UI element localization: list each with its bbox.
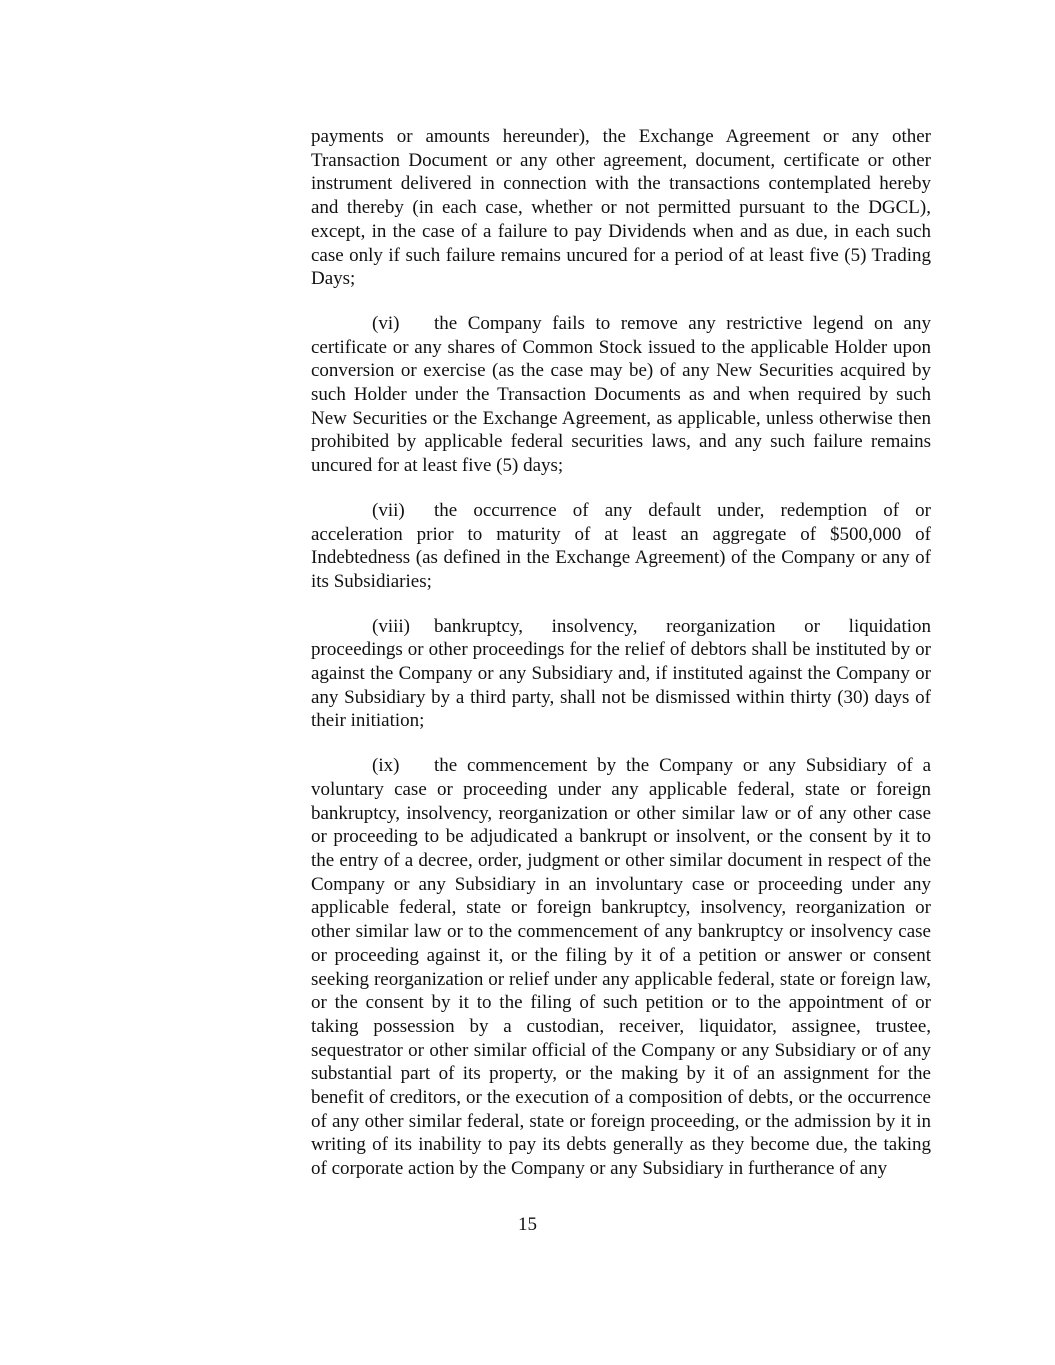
paragraph-text: bankruptcy, insolvency, reorganization or liquidation proceedings or other proceedings for the relief of debtors shall be instituted by or against the Company or any Subsidiary and, if instituted against the Company or any Subsidiary by a third party, shall not be dismissed within thirty (30) days of their initiation; — [311, 615, 931, 732]
paragraph-text: the occurrence of any default under, redemption of or acceleration prior to maturity of at least an aggregate of $500,000 of Indebtedness (as defined in the Exchange Agreement) of the Company or any of its Subsidiaries; — [311, 499, 931, 592]
paragraph-vii — [311, 499, 931, 594]
paragraph-text: the commencement by the Company or any Subsidiary of a voluntary case or proceeding under any applicable federal, state or foreign bankruptcy, insolvency, reorganization or other similar law or of any other case or proceeding to be adjudicated a bankrupt or insolvent, or the consent by it to the entry of a decree, order, judgment or other similar document in respect of the Company or any Subsidiary in an involuntary case or proceeding under any applicable federal, state or foreign bankruptcy, insolvency, reorganization or other similar law or to the commencement of any bankruptcy or insolvency case or proceeding against it, or the filing by it of a petition or answer or consent seeking reorganization or relief under any applicable federal, state or foreign law, or the consent by it to the filing of such petition or to the appointment of or taking possession by a custodian, receiver, liquidator, assignee, trustee, sequestrator or other similar official of the Company or any Subsidiary or of any substantial part of its property, or the making by it of an assignment for the benefit of creditors, or the execution of a composition of debts, or the occurrence of any other similar federal, state or foreign proceeding, or the admission by it in writing of its inability to pay its debts generally as they become due, the taking of corporate action by the Company or any Subsidiary in furtherance of any — [311, 755, 931, 1180]
body-text — [311, 125, 931, 1181]
clause-marker: (ix) — [372, 755, 400, 777]
paragraph-viii — [311, 615, 931, 734]
paragraph-continuation — [311, 125, 931, 291]
clause-marker: (viii) — [372, 615, 410, 637]
clause-marker: (vi) — [372, 312, 400, 334]
clause-marker: (vii) — [372, 499, 405, 521]
paragraph-text: the Company fails to remove any restrictive legend on any certificate or any shares of Common Stock issued to the applicable Holder upon conversion or exercise (as the case may be) of any New Securities acquired by such Holder under the Transaction Documents as and when required by such New Securities or the Exchange Agreement, as applicable, unless otherwise then prohibited by applicable federal securities laws, and any such failure remains uncured for at least five (5) days; — [311, 312, 931, 477]
page-number: 15 — [518, 1214, 537, 1235]
paragraph-vi — [311, 312, 931, 478]
paragraph-ix — [311, 754, 931, 1181]
paragraph-text: payments or amounts hereunder), the Exchange Agreement or any other Transaction Document or any other agreement, document, certificate or other instrument delivered in connection with the transactions contemplated hereby and thereby (in each case, whether or not permitted pursuant to the DGCL), except, in the case of a failure to pay Dividends when and as due, in each such case only if such failure remains uncured for a period of at least five (5) Trading Days; — [311, 126, 931, 290]
